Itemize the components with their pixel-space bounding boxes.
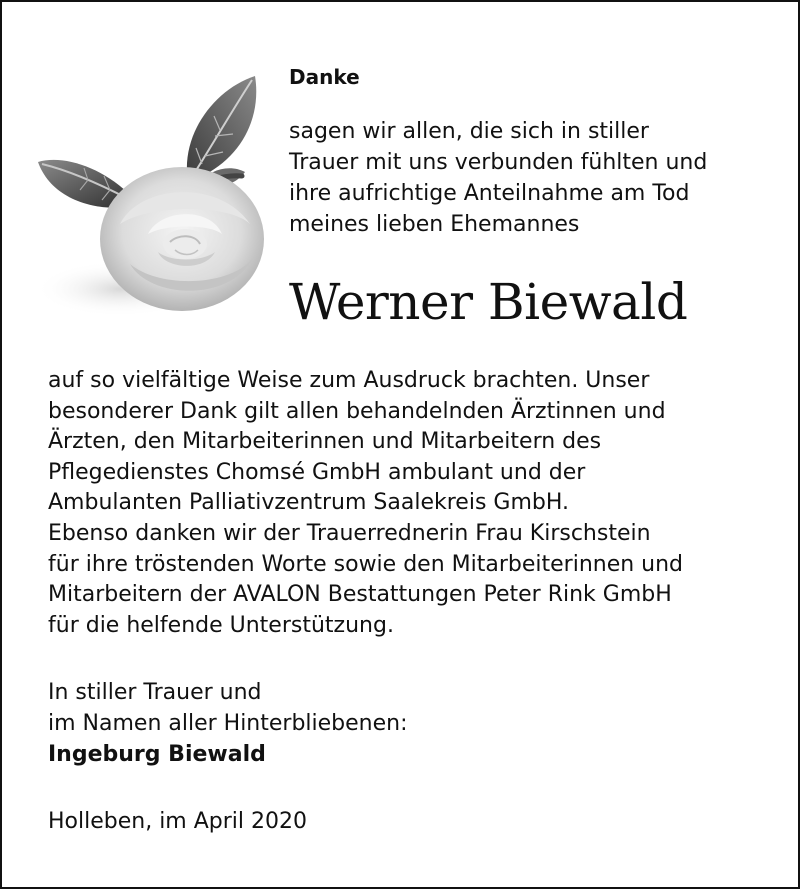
closing-line: im Namen aller Hinterbliebenen: [48, 711, 408, 736]
body-line: Mitarbeitern der AVALON Bestattungen Peter Rink GmbH [48, 582, 672, 608]
body-line: Ärzten, den Mitarbeiterinnen und Mitarbeitern des [48, 429, 602, 455]
intro-line: ihre aufrichtige Anteilnahme am Tod [289, 181, 690, 206]
rose-icon [30, 64, 280, 324]
body-line: für die helfende Unterstützung. [48, 612, 394, 638]
intro-text [289, 116, 779, 240]
intro-line: Trauer mit uns verbunden fühlten und [289, 150, 708, 175]
closing-line: In stiller Trauer und [48, 680, 262, 705]
intro-line: meines lieben Ehemannes [289, 212, 580, 237]
body-line: besonderer Dank gilt allen behandelnden Ärztinnen und [48, 398, 666, 424]
body-line: Ebenso danken wir der Trauerrednerin Frau Kirschstein [48, 520, 651, 546]
deceased-name: Werner Biewald [289, 273, 688, 331]
closing-block [48, 677, 408, 770]
place-date: Holleben, im April 2020 [48, 809, 307, 834]
heading-danke: Danke [289, 65, 360, 89]
body-line: Ambulanten Palliativzentrum Saalekreis GmbH. [48, 490, 569, 516]
body-line: auf so vielfältige Weise zum Ausdruck brachten. Unser [48, 368, 650, 393]
body-line: für ihre tröstenden Worte sowie den Mitarbeiterinnen und [48, 551, 684, 577]
signer-name: Ingeburg Biewald [48, 742, 266, 767]
body-text [48, 366, 788, 641]
body-line: Pflegedienstes Chomsé GmbH ambulant und der [48, 459, 586, 485]
intro-line: sagen wir allen, die sich in stiller [289, 119, 649, 144]
